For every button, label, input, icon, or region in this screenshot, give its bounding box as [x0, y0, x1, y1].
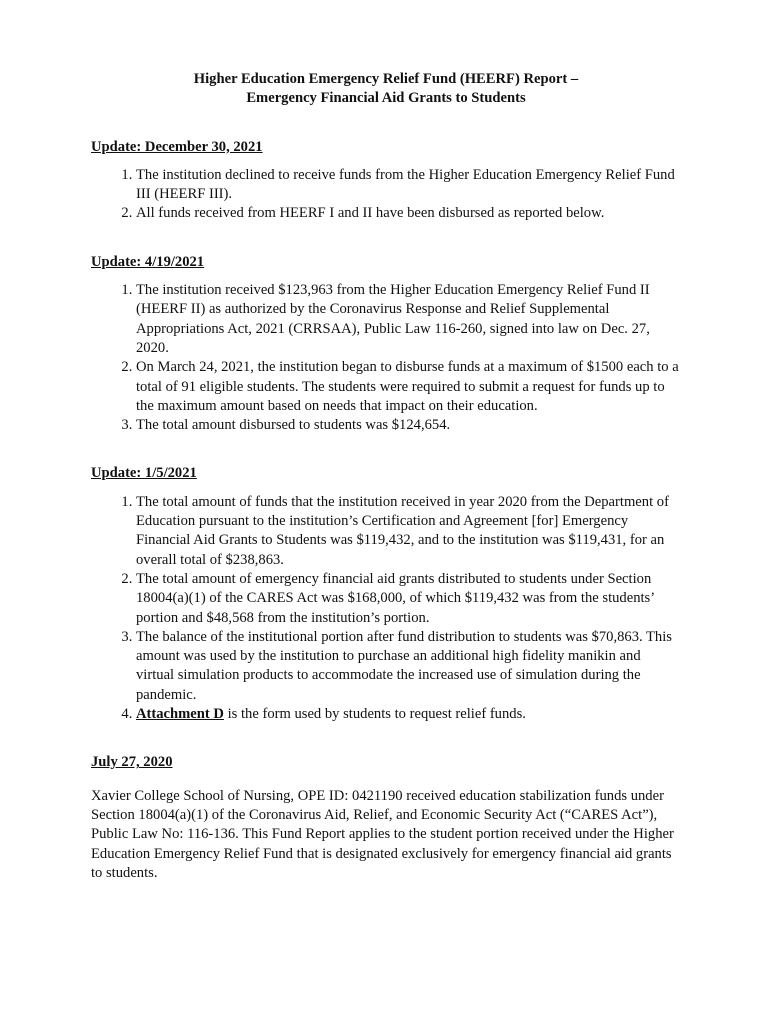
section-heading-apr-2021: Update: 4/19/2021	[91, 253, 205, 270]
cares-act-paragraph: Xavier College School of Nursing, OPE ID: 0421190 received education stabilization funds under Section 18004(a)(1) of the Coronavirus Aid, Relief, and Economic Security Act (“CARES Act”), Public Law No: 116-136. This Fund Report applies to the student portion received under the Higher Education Emergency Relief Fund that is designated exclusively for emergency financial aid grants to students.	[91, 787, 674, 881]
update-list-jan-2021	[91, 493, 681, 725]
update-list-apr-2021	[91, 281, 681, 435]
title-line-1: Higher Education Emergency Relief Fund (HEERF) Report –	[193, 71, 579, 87]
document-title	[91, 70, 681, 109]
list-item: 2. On March 24, 2021, the institution began to disburse funds at a maximum of $1500 each to a total of 91 eligible students. The students were required to submit a request for funds up to the maximum amount based on needs that impact on their education.	[136, 358, 681, 416]
list-item: 3. The total amount disbursed to students was $124,654.	[136, 416, 681, 435]
attachment-text: is the form used by students to request relief funds.	[223, 706, 526, 723]
section-heading-jan-2021: Update: 1/5/2021	[91, 465, 197, 482]
attachment-d-link[interactable]: Attachment D	[136, 706, 224, 723]
update-list-dec-2021	[91, 166, 681, 224]
list-item: 1. The institution received $123,963 from the Higher Education Emergency Relief Fund II (HEERF II) as authorized by the Coronavirus Response and Relief Supplemental Appropriations Act, 2021 (CRRSAA), Public Law 116-260, signed into law on Dec. 27, 2020.	[136, 281, 681, 358]
list-item: 2. The total amount of emergency financial aid grants distributed to students under Section 18004(a)(1) of the CARES Act was $168,000, of which $119,432 was from the students’ portion and $48,568 from the institution’s portion.	[136, 570, 681, 628]
section-heading-jul-2020: July 27, 2020	[91, 754, 173, 771]
list-item: 3. The balance of the institutional portion after fund distribution to students was $70,863. This amount was used by the institution to purchase an additional high fidelity manikin and virtual simulation products to accommodate the increased use of simulation during the pandemic.	[136, 628, 681, 705]
list-item: 2. All funds received from HEERF I and II have been disbursed as reported below.	[136, 204, 681, 223]
list-item: 1. The institution declined to receive funds from the Higher Education Emergency Relief Fund III (HEERF III).	[136, 166, 681, 205]
title-line-2: Emergency Financial Aid Grants to Students	[246, 90, 526, 107]
list-item-attachment	[136, 705, 681, 724]
document-page	[91, 70, 681, 883]
list-item: 1. The total amount of funds that the institution received in year 2020 from the Department of Education pursuant to the institution’s Certification and Agreement [for] Emergency Financial Aid Grants to Students was $119,432, and to the institution was $119,431, for an overall total of $238,863.	[136, 493, 681, 570]
section-heading-dec-2021: Update: December 30, 2021	[91, 138, 263, 155]
